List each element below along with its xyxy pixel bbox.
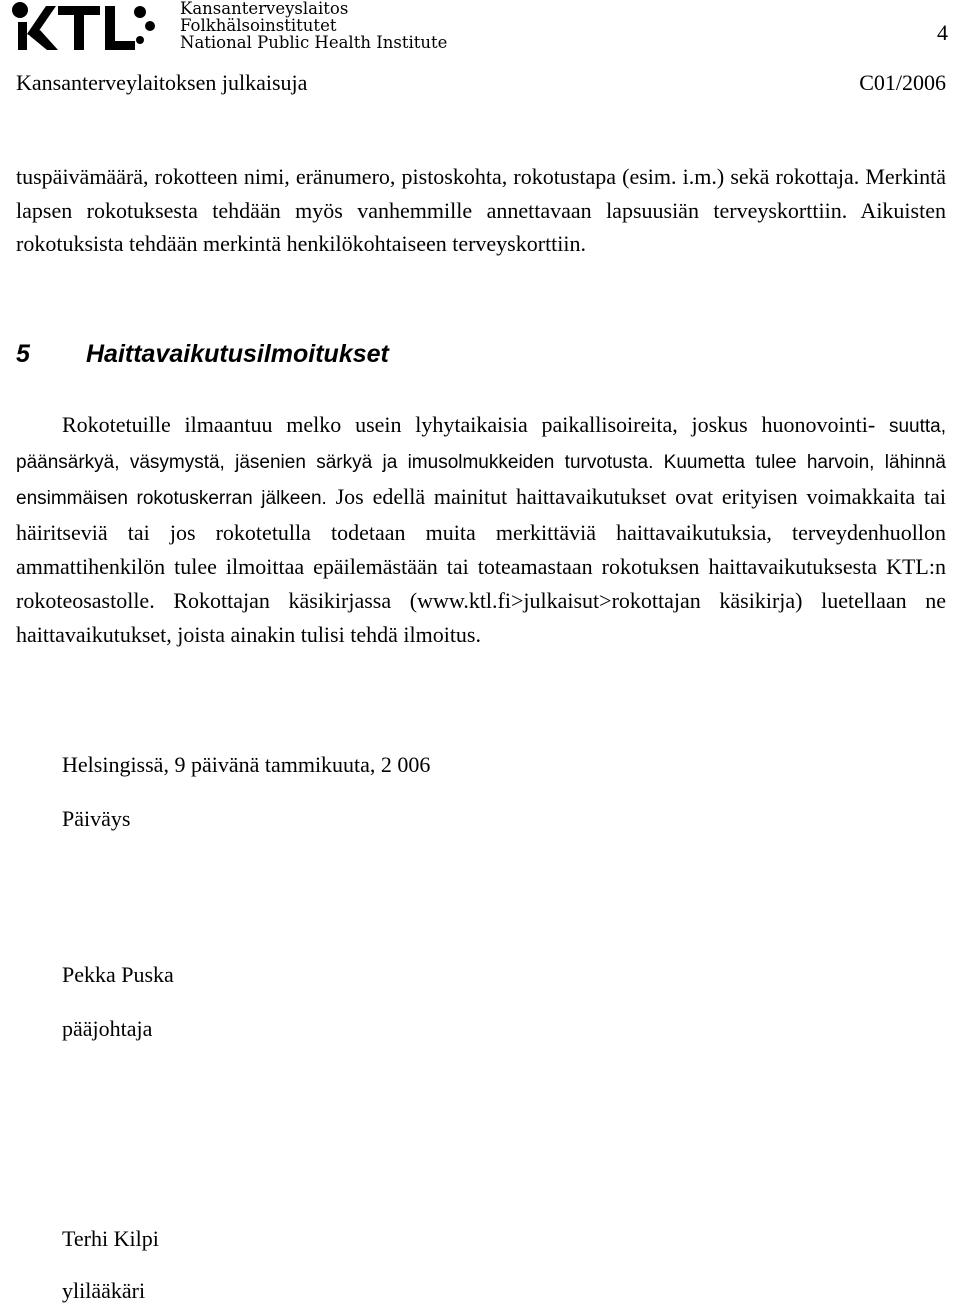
section-title: Haittavaikutusilmoitukset	[86, 340, 389, 368]
place-date: Helsingissä, 9 päivänä tammikuuta, 2 006	[62, 752, 431, 777]
section-number: 5	[16, 340, 30, 368]
signer1-title: pääjohtaja	[62, 1016, 153, 1041]
section-text-start: Rokotetuille ilmaantuu melko usein lyhytaikaisia paikallisoireita, joskus huonovointi-	[62, 412, 876, 437]
date-label: Päiväys	[62, 806, 131, 831]
organization-names	[180, 0, 447, 51]
page-number: 4	[937, 20, 948, 45]
ktl-logo	[8, 0, 158, 52]
page-header	[0, 0, 960, 100]
intro-paragraph: tuspäivämäärä, rokotteen nimi, eränumero, pistoskohta, rokotustapa (esim. i.m.) sekä rokottaja. Merkintä lapsen rokotuksesta tehdään myös vanhemmille annettavaan lapsuusiän terveyskorttiin. Aikuisten rokotuksista tehdään merkintä henkilökohtaiseen terveyskorttiin.	[16, 164, 946, 256]
section-heading	[16, 340, 389, 369]
section-text-sans: suutta, päänsärkyä, väsymystä, jäsenien särkyä ja imusolmukkeiden turvotusta. Kuumetta tulee harvoin, lähinnä ensimmäisen rokotuskerran jälkeen.	[16, 416, 947, 509]
section-paragraph	[16, 408, 946, 652]
publication-code: C01/2006	[859, 70, 946, 95]
section-text-end: Jos edellä mainitut haittavaikutukset ovat erityisen voimakkaita tai häiritseviä tai jos rokotetulla todetaan muita merkittäviä haittavaikutuksia, terveydenhuollon ammattihenkilön tulee ilmoittaa epäilemästään tai toteamastaan rokotuksen haittavaikutuksesta KTL:n rokoteosastolle. Rokottajan käsikirjassa (www.ktl.fi>julkaisut>rokottajan käsikirja) luetellaan ne haittavaikutukset, joista ainakin tulisi tehdä ilmoitus.	[16, 484, 947, 647]
publication-series: Kansanterveylaitoksen julkaisuja	[16, 70, 308, 95]
org-name-english: National Public Health Institute	[180, 33, 448, 52]
signer2-title: ylilääkäri	[62, 1278, 146, 1303]
signer1-name: Pekka Puska	[62, 962, 174, 987]
org-name-finnish: Kansanterveyslaitos	[180, 0, 349, 18]
org-name-swedish: Folkhälsoinstitutet	[180, 16, 337, 35]
signer2-name: Terhi Kilpi	[62, 1226, 159, 1251]
